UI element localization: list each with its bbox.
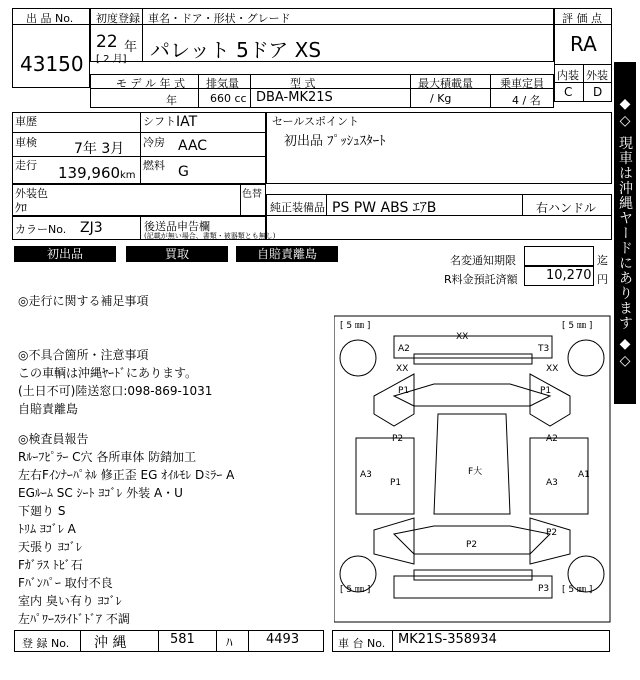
- ac-label: 冷房: [143, 136, 165, 149]
- details-box: [12, 112, 266, 184]
- damage-mark: A3: [360, 470, 372, 480]
- max-load-value: / Kg: [430, 92, 452, 105]
- color-box: [12, 184, 266, 216]
- registration-area: 沖 縄: [94, 635, 127, 651]
- note-line: 左右Fｲﾝﾅｰﾊﾟﾈﾙ 修正歪 EG ｵｲﾙﾓﾚ Dﾐﾗｰ A: [18, 468, 235, 482]
- note-line: ◎走行に関する補足事項: [18, 294, 149, 308]
- grade-value: RA: [570, 32, 597, 56]
- inspection-label: 車検: [15, 136, 37, 149]
- damage-mark: P2: [546, 528, 558, 538]
- damage-mark: T3: [538, 344, 550, 354]
- tag-purchase: 買取: [126, 246, 228, 262]
- damage-mark: P1: [390, 478, 402, 488]
- tag-first-listing: 初出品: [14, 246, 116, 262]
- note-line: Fｶﾞﾗｽ ﾄﾋﾞ石: [18, 558, 83, 572]
- note-line: ◎不具合箇所・注意事項: [18, 348, 149, 362]
- chassis-label: 車 台 No.: [338, 637, 386, 650]
- note-line: ﾄﾘﾑ ﾖｺﾞﾚ A: [18, 522, 76, 536]
- interior-label: 内装: [557, 69, 579, 82]
- damage-mark: A1: [578, 470, 590, 480]
- model-year-value: 年: [166, 94, 177, 107]
- damage-mark: P1: [398, 386, 410, 396]
- damage-mark: P2: [392, 434, 404, 444]
- note-line: 左ﾊﾟﾜｰｽﾗｲﾄﾞﾄﾞｱ 不調: [18, 612, 130, 626]
- chassis-number: MK21S-358934: [398, 632, 497, 647]
- first-reg-month: [ 2 月]: [96, 54, 127, 65]
- inspection-value: 7年 3月: [74, 141, 125, 157]
- mileage-unit: km: [120, 170, 136, 181]
- lot-label: 出 品 No.: [26, 12, 74, 25]
- displacement-value: 660 cc: [210, 92, 247, 105]
- damage-mark: P1: [540, 386, 552, 396]
- note-line: (土日不可)陸送窓口:098-869-1031: [18, 384, 213, 398]
- registration-kana: ﾊ: [226, 636, 233, 651]
- first-reg-label: 初度登録: [96, 12, 140, 25]
- damage-mark: A2: [398, 344, 410, 354]
- exterior-grade: D: [593, 85, 603, 99]
- shift-label: シフト: [143, 115, 176, 128]
- fuel-value: G: [178, 164, 189, 180]
- type-label: 型 式: [290, 77, 316, 90]
- steering-value: 右ハンドル: [536, 201, 597, 215]
- recycle-value: 10,270: [546, 268, 592, 283]
- capacity-value: 4 / 名: [512, 94, 541, 107]
- displacement-label: 排気量: [206, 77, 239, 90]
- notice-box: [524, 246, 594, 266]
- aftermarket-sub: (記載が無い場合、書類・被器類とも無し): [144, 232, 276, 240]
- capacity-label: 乗車定員: [500, 77, 544, 90]
- recycle-label: R料金預託済額: [444, 273, 518, 286]
- sales-label: セールスポイント: [272, 115, 360, 128]
- shift-value: IAT: [176, 114, 198, 130]
- side-banner: ◆◇ 現車は沖縄ヤードにあります ◆◇: [614, 62, 636, 404]
- ac-value: AAC: [178, 138, 208, 154]
- damage-mark: XX: [396, 364, 409, 374]
- tag-island-insurance: 自賠責離島: [236, 246, 338, 262]
- damage-mark: A3: [546, 478, 558, 488]
- grade-label: 評 価 点: [562, 12, 602, 25]
- damage-mark: F大: [468, 467, 483, 477]
- registration-label: 登 録 No.: [22, 637, 70, 650]
- damage-mark: XX: [546, 364, 559, 374]
- recycle-unit: 円: [597, 273, 608, 286]
- history-label: 車歴: [15, 115, 37, 128]
- max-load-label: 最大積載量: [418, 77, 473, 90]
- note-line: Fﾊﾞﾝﾊﾟｰ 取付不良: [18, 576, 113, 590]
- note-line: 室内 臭い有り ﾖｺﾞﾚ: [18, 594, 122, 608]
- model-label: 車名・ドア・形状・グレード: [148, 12, 291, 25]
- color-no-value: ZJ3: [80, 220, 103, 236]
- mileage-label: 走行: [15, 159, 37, 172]
- equipment-items: PS PW ABS ｴｱB: [332, 200, 437, 216]
- fuel-label: 燃料: [143, 159, 165, 172]
- notice-label: 名変通知期限: [450, 254, 516, 267]
- equipment-label: 純正装備品: [270, 201, 325, 214]
- damage-mark: XX: [456, 332, 469, 342]
- color-change-label: 色替: [242, 189, 262, 200]
- note-line: 自賠責離島: [18, 402, 79, 416]
- car-name: パレット 5ドア XS: [150, 38, 322, 62]
- aftermarket-extra-box: [266, 216, 612, 240]
- notice-unit: 迄: [597, 254, 608, 267]
- lot-number: 43150: [20, 52, 84, 76]
- note-line: 下廻り S: [18, 504, 66, 518]
- damage-mark: A2: [546, 434, 558, 444]
- registration-number: 4493: [266, 632, 300, 647]
- note-line: Rﾙｰﾌﾋﾟﾗｰ C穴 各所車体 防錆加工: [18, 450, 197, 464]
- type-value: DBA-MK21S: [256, 90, 333, 105]
- tire-depth-fl: [ 5 ㎜ ]: [340, 321, 371, 331]
- color-no-label: カラーNo.: [15, 223, 67, 236]
- first-reg-year: 22: [96, 32, 118, 52]
- registration-class: 581: [170, 632, 195, 647]
- year-unit: 年: [124, 40, 138, 55]
- tire-depth-rr: [ 5 ㎜ ]: [562, 585, 593, 595]
- damage-mark: P2: [466, 540, 478, 550]
- sales-text: 初出品 ﾌﾟｯｼｭｽﾀｰﾄ: [284, 134, 386, 149]
- aftermarket-label: 後送品申告欄: [144, 220, 210, 233]
- note-line: EGﾙｰﾑ SC ｼｰﾄ ﾖｺﾞﾚ 外装 A・U: [18, 486, 183, 500]
- tire-depth-rl: [ 5 ㎜ ]: [340, 585, 371, 595]
- exterior-label: 外装: [586, 69, 608, 82]
- ext-color-value: ｸﾛ: [15, 201, 28, 215]
- model-year-label: モ デ ル 年 式: [116, 77, 185, 90]
- note-line: 天張り ﾖｺﾞﾚ: [18, 540, 82, 554]
- mileage-value: 139,960: [58, 164, 121, 182]
- note-line: ◎検査員報告: [18, 432, 89, 446]
- ext-color-label: 外装色: [15, 187, 48, 200]
- tire-depth-fr: [ 5 ㎜ ]: [562, 321, 593, 331]
- interior-grade: C: [564, 85, 573, 99]
- note-line: この車輌は沖縄ﾔｰﾄﾞにあります。: [18, 366, 198, 380]
- damage-mark: P3: [538, 584, 550, 594]
